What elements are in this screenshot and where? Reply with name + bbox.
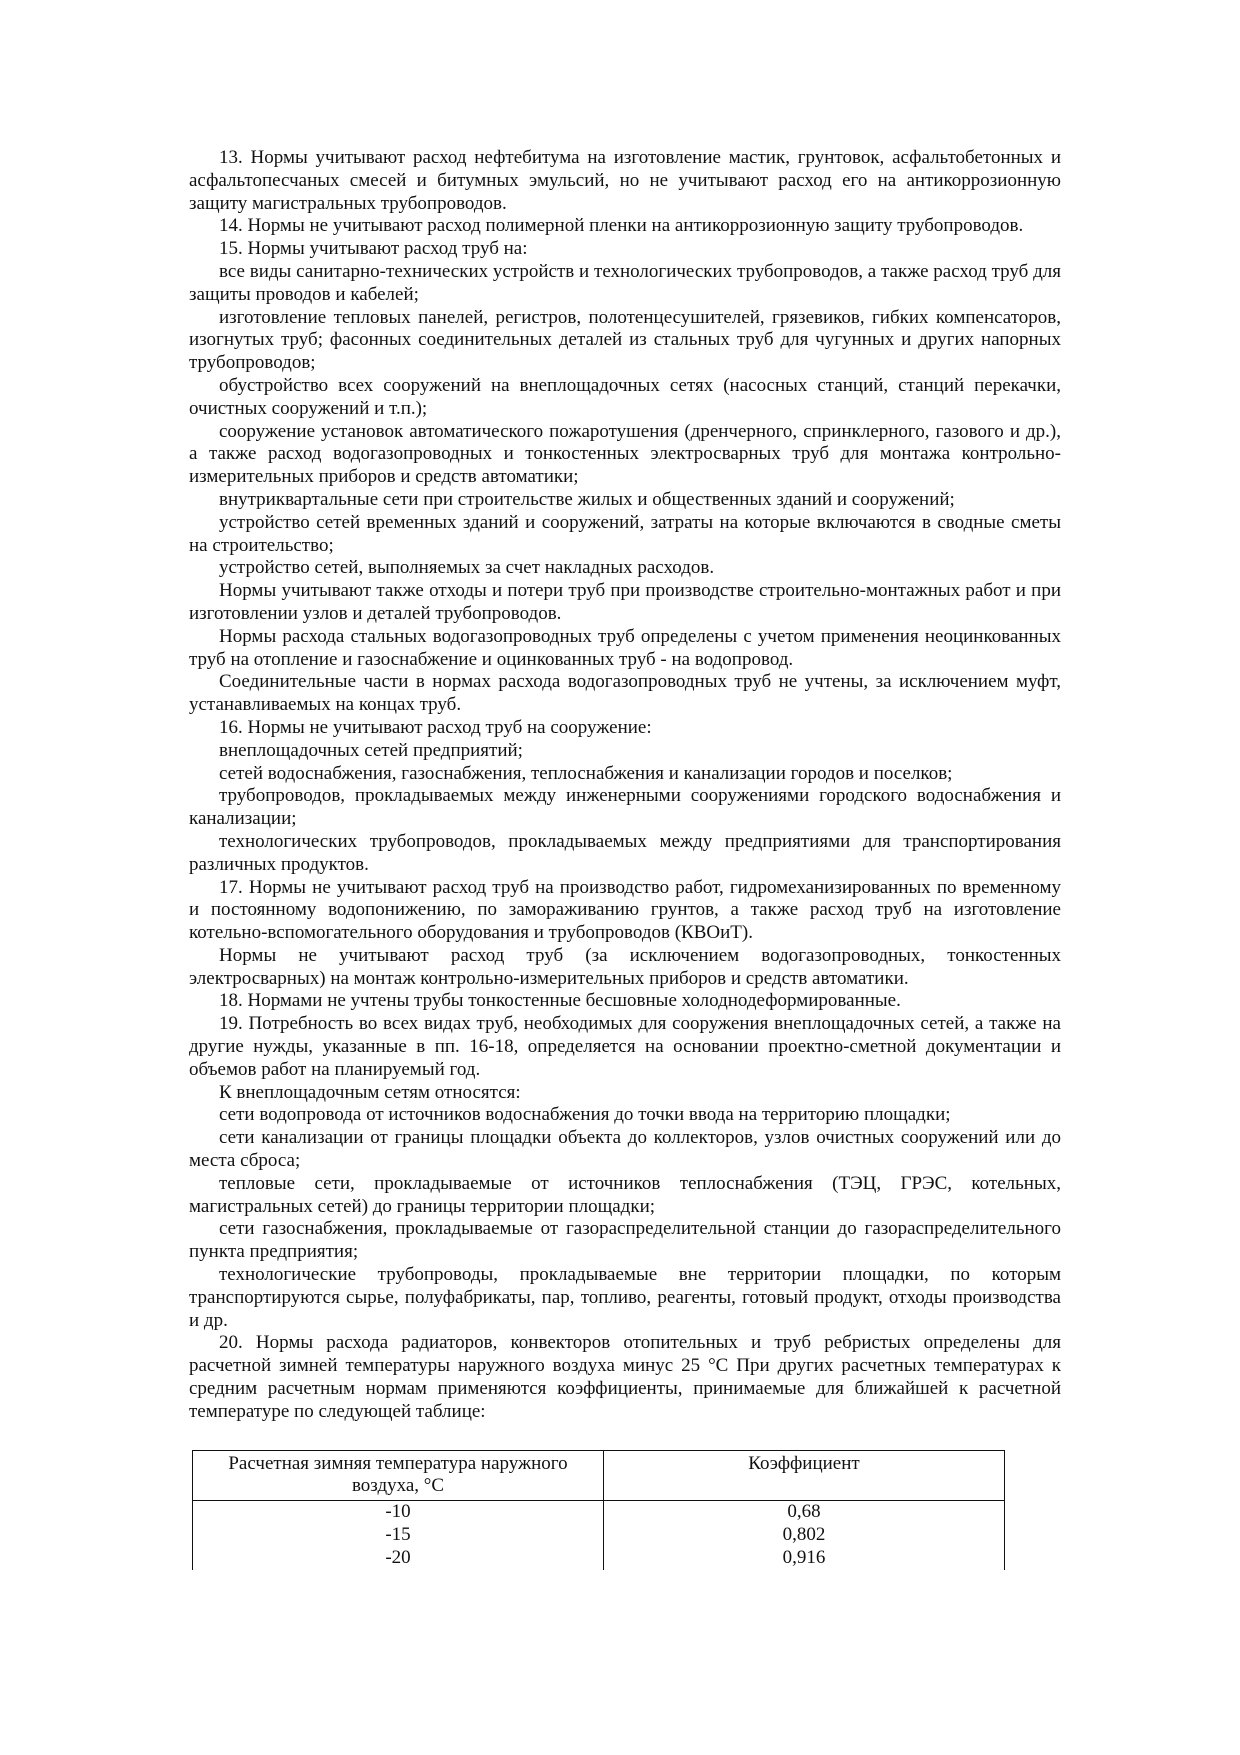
table-header-temperature: Расчетная зимняя температура наружного воздуха, °С <box>193 1450 604 1501</box>
paragraph: сети газоснабжения, прокладываемые от газораспределительной станции до газораспределительного пункта предприятия; <box>189 1218 1061 1263</box>
paragraph: внутриквартальные сети при строительстве жилых и общественных зданий и сооружений; <box>219 488 955 510</box>
paragraph: технологические трубопроводы, прокладываемые вне территории площадки, по которым транспортируются сырье, полуфабрикаты, пар, топливо, реагенты, готовый продукт, отходы производства и др. <box>189 1264 1061 1331</box>
table-header-coefficient: Коэффициент <box>604 1450 1005 1501</box>
paragraph: Нормы расхода стальных водогазопроводных труб определены с учетом применения неоцинкованных труб на отопление и газоснабжение и оцинкованных труб - на водопровод. <box>189 625 1061 670</box>
table-row <box>193 1501 1005 1524</box>
paragraph: сети канализации от границы площадки объекта до коллекторов, узлов очистных сооружений или до места сброса; <box>189 1127 1061 1172</box>
paragraph: К внеплощадочным сетям относятся: <box>219 1081 521 1103</box>
paragraph: обустройство всех сооружений на внеплощадочных сетях (насосных станций, станций перекачки, очистных сооружений и т.п.); <box>189 374 1061 419</box>
table-cell-coefficient: 0,68 <box>604 1501 1005 1524</box>
paragraph: Нормы учитывают также отходы и потери труб при производстве строительно-монтажных работ и при изготовлении узлов и деталей трубопроводов. <box>189 580 1061 624</box>
table-cell-temperature: -10 <box>193 1501 604 1524</box>
paragraph: технологических трубопроводов, прокладываемых между предприятиями для транспортирования различных продуктов. <box>189 830 1061 875</box>
paragraph: изготовление тепловых панелей, регистров, полотенцесушителей, грязевиков, гибких компенсаторов, изогнутых труб; фасонных соединительных деталей из стальных труб для чугунных и других напорных трубопроводов; <box>189 306 1061 374</box>
table-cell-temperature: -20 <box>193 1547 604 1570</box>
table-cell-temperature: -15 <box>193 1524 604 1547</box>
paragraph: 13. Нормы учитывают расход нефтебитума на изготовление мастик, грунтовок, асфальтобетонных и асфальтопесчаных смесей и битумных эмульсий, но не учитывают расход его на антикоррозионную защиту магистральных трубопроводов. <box>189 147 1061 214</box>
paragraph: сетей водоснабжения, газоснабжения, теплоснабжения и канализации городов и поселков; <box>219 762 953 784</box>
paragraph: 18. Нормами не учтены трубы тонкостенные бесшовные холоднодеформированные. <box>219 990 901 1012</box>
paragraph: Нормы не учитывают расход труб (за исключением водогазопроводных, тонкостенных электросварных) на монтаж контрольно-измерительных приборов и средств автоматики. <box>189 944 1061 989</box>
paragraph: сети водопровода от источников водоснабжения до точки ввода на территорию площадки; <box>219 1104 951 1126</box>
document-page <box>189 147 1061 1570</box>
table-row <box>193 1547 1005 1570</box>
paragraph: тепловые сети, прокладываемые от источников теплоснабжения (ТЭЦ, ГРЭС, котельных, магистральных сетей) до границы территории площадки; <box>189 1172 1061 1217</box>
paragraph: трубопроводов, прокладываемых между инженерными сооружениями городского водоснабжения и канализации; <box>189 785 1061 830</box>
table-cell-coefficient: 0,802 <box>604 1524 1005 1547</box>
paragraph: 16. Нормы не учитывают расход труб на сооружение: <box>219 716 652 738</box>
table-header-row <box>193 1450 1005 1501</box>
coefficient-table <box>192 1450 1005 1570</box>
paragraph: сооружение установок автоматического пожаротушения (дренчерного, спринклерного, газового и др.), а также расход водогазопроводных и тонкостенных электросварных труб для монтажа контрольно-измерительных приборов и средств автоматики; <box>189 420 1061 488</box>
paragraph: 19. Потребность во всех видах труб, необходимых для сооружения внеплощадочных сетей, а также на другие нужды, указанные в пп. 16-18, определяется на основании проектно-сметной документации и объемов работ на планируемый год. <box>189 1013 1061 1080</box>
paragraph: Соединительные части в нормах расхода водогазопроводных труб не учтены, за исключением муфт, устанавливаемых на концах труб. <box>189 671 1061 716</box>
table-cell-coefficient: 0,916 <box>604 1547 1005 1570</box>
paragraph: внеплощадочных сетей предприятий; <box>219 739 523 761</box>
table-row <box>193 1524 1005 1547</box>
paragraph: устройство сетей временных зданий и сооружений, затраты на которые включаются в сводные сметы на строительство; <box>189 511 1061 556</box>
paragraph: 14. Нормы не учитывают расход полимерной пленки на антикоррозионную защиту трубопроводов. <box>219 215 1024 237</box>
paragraph: 20. Нормы расхода радиаторов, конвекторов отопительных и труб ребристых определены для расчетной зимней температуры наружного воздуха минус 25 °С При других расчетных температурах к средним расчетным нормам применяются коэффициенты, принимаемые для ближайшей к расчетной температуре по следующей таблице: <box>189 1332 1061 1422</box>
paragraph: 17. Нормы не учитывают расход труб на производство работ, гидромеханизированных по временному и постоянному водопонижению, по замораживанию грунтов, а также расход труб на изготовление котельно-вспомогательного оборудования и трубопроводов (КВОиТ). <box>189 876 1061 944</box>
paragraph: устройство сетей, выполняемых за счет накладных расходов. <box>219 557 715 579</box>
paragraph: 15. Нормы учитывают расход труб на: <box>219 238 528 260</box>
paragraph: все виды санитарно-технических устройств и технологических трубопроводов, а также расход труб для защиты проводов и кабелей; <box>189 260 1061 305</box>
coefficient-table-wrapper <box>192 1450 1004 1570</box>
